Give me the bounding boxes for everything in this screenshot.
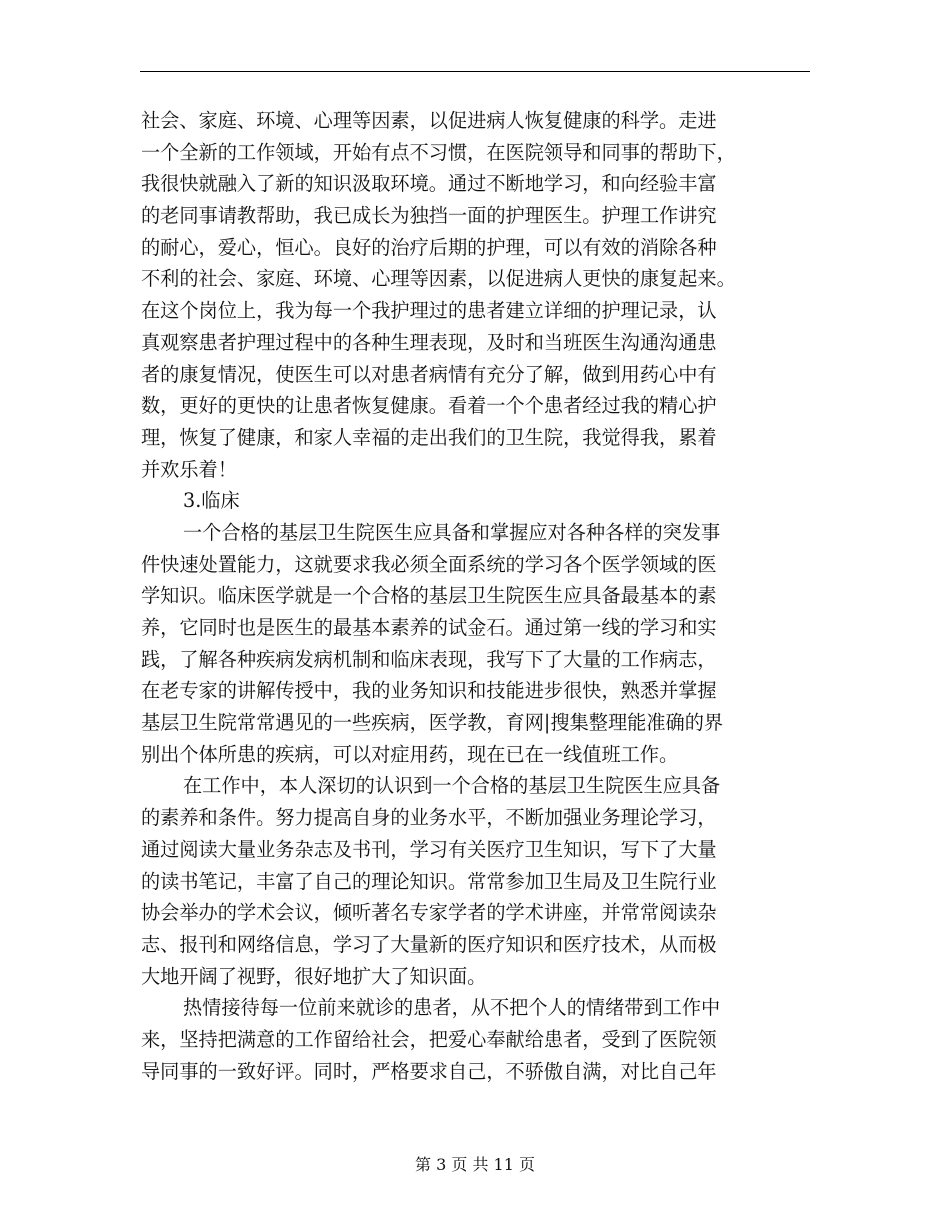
text-line: 理，恢复了健康，和家人幸福的走出我们的卫生院，我觉得我，累着: [141, 425, 717, 449]
section-heading: 3.临床: [183, 489, 240, 513]
text-line: 来，坚持把满意的工作留给社会，把爱心奉献给患者，受到了医院领: [141, 1027, 717, 1051]
text-line: 基层卫生院常常遇见的一些疾病，医学教，育网|搜集整理能准确的界: [141, 711, 724, 735]
text-line: 别出个体所患的疾病，可以对症用药，现在已在一线值班工作。: [141, 742, 679, 766]
text-line: 的耐心，爱心，恒心。良好的治疗后期的护理，可以有效的消除各种: [141, 235, 717, 259]
text-line: 养，它同时也是医生的最基本素养的试金石。通过第一线的学习和实: [141, 616, 717, 639]
text-line: 一个合格的基层卫生院医生应具备和掌握应对各种各样的突发事: [183, 520, 721, 544]
text-line: 数，更好的更快的让患者恢复健康。看着一个个患者经过我的精心护: [141, 394, 717, 418]
text-line: 在工作中，本人深切的认识到一个合格的基层卫生院医生应具备: [183, 774, 721, 798]
text-line: 件快速处置能力，这就要求我必须全面系统的学习各个医学领域的医: [141, 552, 717, 576]
page-footer: 第 3 页 共 11 页: [415, 1155, 535, 1174]
text-line: 热情接待每一位前来就诊的患者，从不把个人的情绪带到工作中: [183, 996, 721, 1020]
text-line: 志、报刊和网络信息，学习了大量新的医疗知识和医疗技术，从而极: [141, 932, 717, 956]
text-line: 的读书笔记，丰富了自己的理论知识。常常参加卫生局及卫生院行业: [141, 869, 717, 893]
text-line: 通过阅读大量业务杂志及书刊，学习有关医疗卫生知识，写下了大量: [141, 837, 717, 861]
text-line: 学知识。临床医学就是一个合格的基层卫生院医生应具备最基本的素: [141, 584, 717, 608]
text-line: 真观察患者护理过程中的各种生理表现，及时和当班医生沟通沟通患: [141, 330, 717, 354]
text-line: 的老同事请教帮助，我已成长为独挡一面的护理医生。护理工作讲究: [141, 204, 717, 228]
text-line: 在老专家的讲解传授中，我的业务知识和技能进步很快，熟悉并掌握: [141, 679, 717, 703]
text-line: 者的康复情况，使医生可以对患者病情有充分了解，做到用药心中有: [141, 362, 717, 386]
text-line: 协会举办的学术会议，倾听著名专家学者的学术讲座，并常常阅读杂: [141, 901, 717, 925]
text-line: 大地开阔了视野，很好地扩大了知识面。: [141, 964, 487, 988]
text-line: 不利的社会、家庭、环境、心理等因素，以促进病人更快的康复起来。: [141, 267, 736, 291]
text-line: 在这个岗位上，我为每一个我护理过的患者建立详细的护理记录，认: [141, 299, 717, 323]
header-rule: [140, 71, 810, 72]
text-line: 的素养和条件。努力提高自身的业务水平，不断加强业务理论学习，: [141, 806, 717, 830]
document-body: [141, 105, 813, 1087]
text-line: 导同事的一致好评。同时，严格要求自己，不骄傲自满，对比自己年: [141, 1059, 717, 1083]
text-line: 并欢乐着！: [141, 457, 237, 481]
text-line: 社会、家庭、环境、心理等因素，以促进病人恢复健康的科学。走进: [141, 109, 717, 132]
text-line: 践，了解各种疾病发病机制和临床表现，我写下了大量的工作病志，: [141, 647, 717, 671]
text-line: 一个全新的工作领域，开始有点不习惯，在医院领导和同事的帮助下，: [141, 140, 736, 164]
text-line: 我很快就融入了新的知识汲取环境。通过不断地学习，和向经验丰富: [141, 172, 717, 196]
